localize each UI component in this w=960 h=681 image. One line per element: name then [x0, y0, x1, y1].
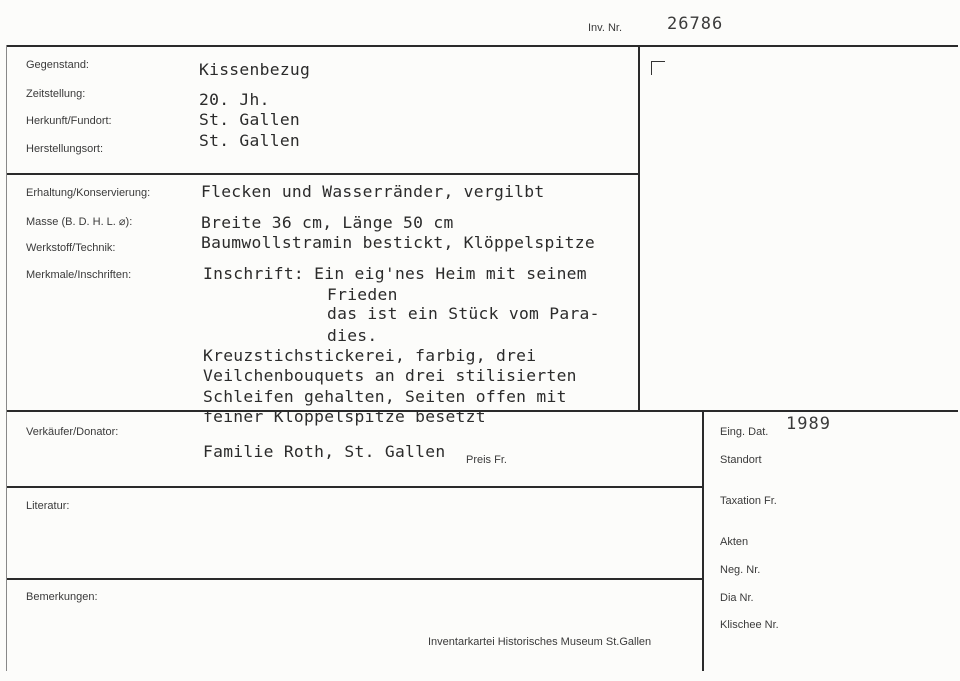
- label-verkaeufer: Verkäufer/Donator:: [26, 426, 119, 438]
- rule-top: [6, 45, 958, 47]
- description-line: Veilchenbouquets an drei stilisierten: [203, 366, 577, 385]
- rule-after-donor: [6, 486, 703, 488]
- label-klischee-nr: Klischee Nr.: [720, 619, 779, 631]
- value-masse: Breite 36 cm, Länge 50 cm: [201, 213, 454, 232]
- label-gegenstand: Gegenstand:: [26, 59, 89, 71]
- label-herstellungsort: Herstellungsort:: [26, 143, 104, 155]
- rule-side-divider: [702, 410, 704, 671]
- inscription-line: das ist ein Stück vom Para-: [327, 304, 600, 323]
- value-werkstoff: Baumwollstramin bestickt, Klöppelspitze: [201, 233, 595, 252]
- label-literatur: Literatur:: [26, 500, 70, 512]
- label-dia-nr: Dia Nr.: [720, 592, 754, 604]
- value-eing-dat: 1989: [786, 414, 831, 434]
- description-line: feiner Klöppelspitze besetzt: [203, 407, 486, 426]
- label-standort: Standort: [720, 454, 762, 466]
- label-zeitstellung: Zeitstellung:: [26, 88, 86, 100]
- label-akten: Akten: [720, 536, 749, 548]
- value-herstellungsort: St. Gallen: [199, 131, 301, 150]
- label-preis: Preis Fr.: [466, 454, 507, 466]
- rule-left-border: [6, 45, 7, 671]
- value-verkaeufer: Familie Roth, St. Gallen: [203, 442, 446, 461]
- value-herkunft: St. Gallen: [199, 110, 301, 129]
- value-zeitstellung: 20. Jh.: [199, 90, 270, 109]
- label-eing-dat: Eing. Dat.: [720, 426, 769, 438]
- label-masse: Masse (B. D. H. L. ⌀):: [26, 216, 133, 228]
- description-line: Schleifen gehalten, Seiten offen mit: [203, 387, 567, 406]
- value-gegenstand: Kissenbezug: [199, 60, 311, 79]
- label-bemerkungen: Bemerkungen:: [26, 591, 98, 603]
- description-line: Kreuzstichstickerei, farbig, drei: [203, 346, 537, 365]
- photo-corner-mark: [651, 61, 665, 75]
- label-herkunft: Herkunft/Fundort:: [26, 115, 112, 127]
- inscription-line: Inschrift: Ein eig'nes Heim mit seinem: [203, 264, 587, 283]
- rule-after-literature: [6, 578, 703, 580]
- rule-after-basics: [6, 173, 638, 175]
- footer-imprint: Inventarkartei Historisches Museum St.Gallen: [428, 636, 652, 648]
- value-erhaltung: Flecken und Wasserränder, vergilbt: [201, 182, 545, 201]
- inv-nr-value: 26786: [667, 14, 724, 34]
- label-werkstoff: Werkstoff/Technik:: [26, 242, 116, 254]
- label-taxation: Taxation Fr.: [720, 495, 777, 507]
- inv-nr-label: Inv. Nr.: [588, 22, 623, 34]
- inscription-line: Frieden: [327, 285, 398, 304]
- label-erhaltung: Erhaltung/Konservierung:: [26, 187, 151, 199]
- label-neg-nr: Neg. Nr.: [720, 564, 761, 576]
- rule-photo-divider: [638, 45, 640, 411]
- inscription-line: dies.: [327, 326, 378, 345]
- label-merkmale: Merkmale/Inschriften:: [26, 269, 132, 281]
